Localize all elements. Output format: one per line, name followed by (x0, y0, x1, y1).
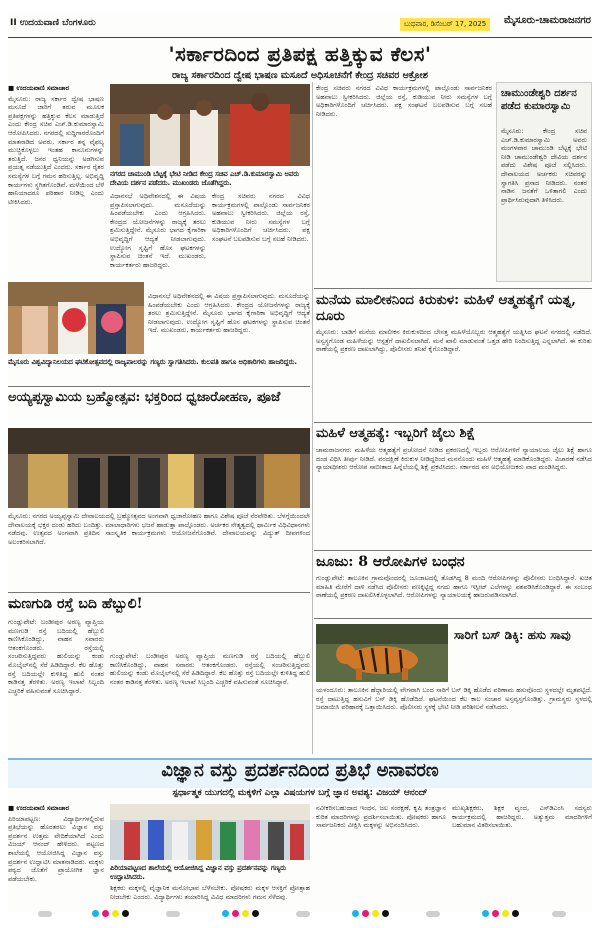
story4-text: ಚಾಮರಾಜನಗರ: ಮಹಿಳೆಯ ಆತ್ಮಹತ್ಯೆಗೆ ಪ್ರಚೋದನೆ ನೀಡಿದ ಪ್ರಕರಣದಲ್ಲಿ ಇಬ್ಬರು ಆರೋಪಿಗಳಿಗೆ ನ್ಯಾಯಾಲಯ ಜೈಲು ಶಿಕ್ಷೆ ಹಾಗೂ ದಂಡ ವಿಧಿಸಿ ತೀರ್ಪು ನೀಡಿದೆ. ವರದಕ್ಷಿಣೆ ಕಿರುಕುಳ ನೀಡಿದ್ದರಿಂದ ಮನನೊಂದು ಮಹಿಳೆ ಆತ್ಮಹತ್ಯೆ ಮಾಡಿಕೊಂಡಿದ್ದರು. ವಿಚಾರಣೆ ನಡೆಸಿದ ನ್ಯಾಯಾಧೀಶರು ಆರೋಪ ಸಾಬೀತಾದ ಹಿನ್ನೆಲೆಯಲ್ಲಿ ಶಿಕ್ಷೆ ಪ್ರಕಟಿಸಿದರು. ಸರ್ಕಾರದ ಪರ ಅಭಿಯೋಜಕರು ವಾದ ಮಂಡಿಸಿದ್ದರು. (316, 446, 592, 472)
bottom-headline: ವಿಜ್ಞಾನ ವಸ್ತು ಪ್ರದರ್ಶನದಿಂದ ಪ್ರತಿಭೆ ಅನಾವರಣ (161, 760, 439, 781)
story6-text-block-2 (110, 652, 310, 752)
magenta-dot (492, 910, 499, 917)
story2-photo (8, 282, 144, 354)
story6-text-2: ಗುಂಡ್ಲುಪೇಟೆ: ಬಂಡೀಪುರ ಅರಣ್ಯ ವ್ಯಾಪ್ತಿಯ ಮಣಗುಡಿ ರಸ್ತೆ ಬದಿಯಲ್ಲಿ ಹೆಬ್ಬುಲಿ ಕಾಣಿಸಿಕೊಂಡಿದ್ದು, ವಾಹನ ಸವಾರರು ಆತಂಕಗೊಂಡರು. ರಸ್ತೆಯಲ್ಲಿ ಸಂಚರಿಸುತ್ತಿದ್ದವರು ಹುಲಿಯನ್ನು ಕಂಡು ಮೊಬೈಲ್‌ನಲ್ಲಿ ಸೆರೆ ಹಿಡಿದಿದ್ದಾರೆ. ಕೆಲ ಹೊತ್ತು ರಸ್ತೆ ಬದಿಯಲ್ಲೇ ಕುಳಿತಿದ್ದ ಹುಲಿ ನಂತರ ಕಾಡಿನತ್ತ ತೆರಳಿತು. ಅರಣ್ಯ ಇಲಾಖೆ ಸಿಬ್ಬಂದಿ ಎಚ್ಚರಿಕೆ ವಹಿಸುವಂತೆ ಸೂಚಿಸಿದ್ದಾರೆ. (110, 652, 310, 686)
yellow-dot (242, 910, 249, 917)
story3-photo (8, 428, 310, 508)
divider (314, 618, 592, 619)
story6-text-block (8, 618, 104, 752)
bottom-col3-text: ನವೀಕರಿಸಬಹುದಾದ ಇಂಧನ, ಜಲ ಸಂರಕ್ಷಣೆ, ಕೃಷಿ ತಂತ್ರಜ್ಞಾನ ಕುರಿತ ಮಾದರಿಗಳನ್ನು ಪ್ರದರ್ಶಿಸಲಾಯಿತು. ಪೋಷಕರು ಹಾಗೂ ಸಾರ್ವಜನಿಕರು ವೀಕ್ಷಿಸಿ ಮಕ್ಕಳನ್ನು ಅಭಿನಂದಿಸಿದರು. (316, 804, 446, 830)
bottom-photo-image (110, 804, 310, 860)
bottom-col1-text: ಪಿರಿಯಾಪಟ್ಟಣ: ವಿದ್ಯಾರ್ಥಿಗಳಲ್ಲಿರುವ ಪ್ರತಿಭೆಯನ್ನು ಹೊರತರಲು ವಿಜ್ಞಾನ ವಸ್ತು ಪ್ರದರ್ಶನ ಉತ್ತಮ ವೇದಿಕೆಯಾಗಿದೆ ಎಂದು ವಿಜಯ್ ಆನಂದ್ ಹೇಳಿದರು. ಪಟ್ಟಣದ ಶಾಲೆಯಲ್ಲಿ ಆಯೋಜಿಸಿದ್ದ ವಿಜ್ಞಾನ ವಸ್ತು ಪ್ರದರ್ಶನ ಉದ್ಘಾಟಿಸಿ ಮಾತನಾಡಿದರು. ಮಕ್ಕಳು ಪಠ್ಯದ ಜೊತೆಗೆ ಪ್ರಾಯೋಗಿಕ ಜ್ಞಾನ ಪಡೆಯಬೇಕು. (8, 814, 104, 883)
newspaper-page (8, 12, 592, 912)
divider (8, 386, 310, 387)
lead-byline: ■ ಉದಯವಾಣಿ ಸಮಾಚಾರ (8, 84, 70, 92)
yellow-dot (372, 910, 379, 917)
column-divider (312, 82, 313, 754)
story4-headline: ಮಹಿಳೆ ಆತ್ಮಹತ್ಯೆ: ಇಬ್ಬರಿಗೆ ಜೈಲು ಶಿಕ್ಷೆ (316, 426, 476, 441)
lead-column-4 (316, 84, 492, 286)
black-dot (122, 910, 129, 917)
story6-text: ಗುಂಡ್ಲುಪೇಟೆ: ಬಂಡೀಪುರ ಅರಣ್ಯ ವ್ಯಾಪ್ತಿಯ ಮಣಗುಡಿ ರಸ್ತೆ ಬದಿಯಲ್ಲಿ ಹೆಬ್ಬುಲಿ ಕಾಣಿಸಿಕೊಂಡಿದ್ದು, ವಾಹನ ಸವಾರರು ಆತಂಕಗೊಂಡರು. ರಸ್ತೆಯಲ್ಲಿ ಸಂಚರಿಸುತ್ತಿದ್ದವರು ಹುಲಿಯನ್ನು ಕಂಡು ಮೊಬೈಲ್‌ನಲ್ಲಿ ಸೆರೆ ಹಿಡಿದಿದ್ದಾರೆ. ಕೆಲ ಹೊತ್ತು ರಸ್ತೆ ಬದಿಯಲ್ಲೇ ಕುಳಿತಿದ್ದ ಹುಲಿ ನಂತರ ಕಾಡಿನತ್ತ ತೆರಳಿತು. ಅರಣ್ಯ ಇಲಾಖೆ ಸಿಬ್ಬಂದಿ ಎಚ್ಚರಿಕೆ ವಹಿಸುವಂತೆ ಸೂಚಿಸಿದ್ದಾರೆ. (8, 618, 104, 695)
cyan-dot (92, 910, 99, 917)
lead-continuation (148, 292, 310, 354)
divider (314, 422, 592, 423)
tiger-photo (316, 624, 448, 682)
black-dot (512, 910, 519, 917)
registration-pill (426, 911, 440, 917)
story7-headline: ಸಾರಿಗೆ ಬಸ್ ಡಿಕ್ಕಿ: ಹಸು ಸಾವು (454, 628, 571, 642)
lead-col4-text: ಕೇಂದ್ರ ಸಚಿವರು ನಗರದ ವಿವಿಧ ಕಾರ್ಯಕ್ರಮಗಳಲ್ಲಿ ಪಾಲ್ಗೊಂಡು ಸಾರ್ವಜನಿಕರ ಅಹವಾಲು ಸ್ವೀಕರಿಸಿದರು. ಜಿಲ್ಲೆಯ ರಸ್ತೆ, ಕುಡಿಯುವ ನೀರು ಸಮಸ್ಯೆಗಳ ಬಗ್ಗೆ ಅಧಿಕಾರಿಗಳೊಂದಿಗೆ ಚರ್ಚಿಸಿದರು. ಪಕ್ಷ ಸಂಘಟನೆ ಬಲಪಡಿಸುವ ಬಗ್ಗೆ ಸಲಹೆ ನೀಡಿದರು. (316, 84, 492, 118)
bottom-col4-text: ಮುಖ್ಯಶಿಕ್ಷಕರು, ಶಿಕ್ಷಕ ವೃಂದ, ಎಸ್‌ಡಿಎಂಸಿ ಸದಸ್ಯರು ಕಾರ್ಯಕ್ರಮದಲ್ಲಿ ಹಾಜರಿದ್ದರು. ಅತ್ಯುತ್ತಮ ಮಾದರಿಗಳಿಗೆ ಬಹುಮಾನ ವಿತರಿಸಲಾಯಿತು. (452, 804, 592, 830)
bottom-column-3 (316, 804, 446, 912)
sidebar-text-block (501, 127, 587, 277)
story2-headline: ಮನೆಯ ಮಾಲೀಕನಿಂದ ಕಿರುಕುಳ: ಮಹಿಳೆ ಆತ್ಮಹತ್ಯೆಗೆ ಯತ್ನ, ದೂರು (316, 292, 576, 324)
story3-photo-image (8, 428, 310, 508)
story5-text: ಗುಂಡ್ಲುಪೇಟೆ: ತಾಲೂಕಿನ ಗ್ರಾಮವೊಂದರಲ್ಲಿ ಜೂಜಾಟದಲ್ಲಿ ತೊಡಗಿದ್ದ 8 ಮಂದಿ ಆರೋಪಿಗಳನ್ನು ಪೊಲೀಸರು ಬಂಧಿಸಿದ್ದಾರೆ. ಖಚಿತ ಮಾಹಿತಿ ಮೇರೆಗೆ ದಾಳಿ ನಡೆಸಿದ ಪೊಲೀಸರು ಪಣಕ್ಕಿಟ್ಟಿದ್ದ ನಗದು ಹಾಗೂ ಇಸ್ಪೀಟ್ ಎಲೆಗಳನ್ನು ವಶಪಡಿಸಿಕೊಂಡಿದ್ದಾರೆ. ಈ ಸಂಬಂಧ ಠಾಣೆಯಲ್ಲಿ ಪ್ರಕರಣ ದಾಖಲಿಸಿಕೊಳ್ಳಲಾಗಿದೆ. ಆರೋಪಿಗಳನ್ನು ನ್ಯಾಯಾಲಯಕ್ಕೆ ಹಾಜರುಪಡಿಸಲಾಗಿದೆ. (316, 574, 592, 600)
divider (314, 550, 592, 551)
story2-photo-caption: ಮೈಸೂರು ವಿಶ್ವವಿದ್ಯಾನಿಲಯದ ಘಟಿಕೋತ್ಸವದಲ್ಲಿ ರಾಜ್ಯಪಾಲರನ್ನು ಗಣ್ಯರು ಸ್ವಾಗತಿಸಿದರು. ಕುಲಪತಿ ಹಾಗೂ ಅಧಿಕಾರಿಗಳು ಹಾಜರಿದ್ದರು. (8, 358, 297, 366)
print-registration-marks (0, 906, 600, 922)
story3-text-block (8, 512, 310, 586)
story4-text-block (316, 446, 592, 548)
lead-col3-text: ಕೇಂದ್ರ ಸಚಿವರು ನಗರದ ವಿವಿಧ ಕಾರ್ಯಕ್ರಮಗಳಲ್ಲಿ ಪಾಲ್ಗೊಂಡು ಸಾರ್ವಜನಿಕರ ಅಹವಾಲು ಸ್ವೀಕರಿಸಿದರು. ಜಿಲ್ಲೆಯ ರಸ್ತೆ, ಕುಡಿಯುವ ನೀರು ಸಮಸ್ಯೆಗಳ ಬಗ್ಗೆ ಅಧಿಕಾರಿಗಳೊಂದಿಗೆ ಚರ್ಚಿಸಿದರು. ಪಕ್ಷ ಸಂಘಟನೆ ಬಲಪಡಿಸುವ ಬಗ್ಗೆ ಸಲಹೆ ನೀಡಿದರು. (212, 192, 310, 243)
black-dot (252, 910, 259, 917)
story5-text-block (316, 574, 592, 614)
story2-text: ಮೈಸೂರು: ಬಾಡಿಗೆ ಮನೆಯ ಮಾಲೀಕನ ಕಿರುಕುಳದಿಂದ ಬೇಸತ್ತ ಮಹಿಳೆಯೊಬ್ಬರು ಆತ್ಮಹತ್ಯೆಗೆ ಯತ್ನಿಸಿದ ಘಟನೆ ನಗರದಲ್ಲಿ ನಡೆದಿದೆ. ಅಸ್ವಸ್ಥಗೊಂಡ ಮಹಿಳೆಯನ್ನು ಆಸ್ಪತ್ರೆಗೆ ದಾಖಲಿಸಲಾಗಿದೆ. ಮನೆ ಖಾಲಿ ಮಾಡುವಂತೆ ಒತ್ತಡ ಹೇರಿ ನಿಂದಿಸುತ್ತಿದ್ದ ಎನ್ನಲಾಗಿದೆ. ಈ ಕುರಿತು ಠಾಣೆಯಲ್ಲಿ ಪ್ರಕರಣ ದಾಖಲಾಗಿದ್ದು, ಪೊಲೀಸರು ತನಿಖೆ ಕೈಗೊಂಡಿದ್ದಾರೆ. (316, 328, 592, 354)
bottom-photo (110, 804, 310, 860)
bottom-byline: ■ ಉದಯವಾಣಿ ಸಮಾಚಾರ (8, 804, 70, 812)
sidebar-text: ಮೈಸೂರು: ಕೇಂದ್ರ ಸಚಿವ ಎಚ್.ಡಿ.ಕುಮಾರಸ್ವಾಮಿ ಅವರು ಮಂಗಳವಾರ ಚಾಮುಂಡಿ ಬೆಟ್ಟಕ್ಕೆ ಭೇಟಿ ನೀಡಿ ಚಾಮುಂಡೇಶ್ವರಿ ದೇವಿಯ ದರ್ಶನ ಪಡೆದು ವಿಶೇಷ ಪೂಜೆ ಸಲ್ಲಿಸಿದರು. ದೇವಾಲಯದ ಅರ್ಚಕರು ಸಚಿವರನ್ನು ಸ್ವಾಗತಿಸಿ ಪ್ರಸಾದ ನೀಡಿದರು. ನಂತರ ನಾಡಿನ ಜನತೆಗೆ ಒಳಿತಾಗಲಿ ಎಂದು ಪ್ರಾರ್ಥಿಸಿರುವುದಾಗಿ ತಿಳಿಸಿದರು. (501, 127, 587, 204)
magenta-dot (362, 910, 369, 917)
story2-text-block (316, 328, 592, 418)
region-title: ಮೈಸೂರು-ಚಾಮರಾಜನಗರ (504, 15, 591, 26)
cyan-dot (482, 910, 489, 917)
page-label: II ಉದಯವಾಣಿ ಬೆಂಗಳೂರು (10, 18, 96, 28)
lead-col2-text: ವಿಧಾನಸಭೆ ಅಧಿವೇಶನದಲ್ಲಿ ಈ ವಿಷಯ ಪ್ರಸ್ತಾಪಿಸಲಾಗುವುದು. ಮಸೂದೆಯನ್ನು ಹಿಂಪಡೆಯಬೇಕು ಎಂದು ಆಗ್ರಹಿಸಿದರು. ಕೇಂದ್ರದ ಯೋಜನೆಗಳನ್ನು ರಾಜ್ಯಕ್ಕೆ ತರಲು ಶ್ರಮಿಸುತ್ತಿದ್ದೇನೆ. ಮೈಸೂರು ಭಾಗದ ಕೈಗಾರಿಕಾ ಅಭಿವೃದ್ಧಿಗೆ ಆದ್ಯತೆ ನೀಡಲಾಗುವುದು. ಉದ್ಯೋಗ ಸೃಷ್ಟಿಗೆ ಹೊಸ ಘಟಕಗಳನ್ನು ಸ್ಥಾಪಿಸುವ ಚಿಂತನೆ ಇದೆ. ಮುಖಂಡರು, ಕಾರ್ಯಕರ್ತರು ಹಾಜರಿದ್ದರು. (110, 192, 206, 269)
story3-text: ಮೈಸೂರು: ನಗರದ ಅಯ್ಯಪ್ಪಸ್ವಾಮಿ ದೇವಾಲಯದಲ್ಲಿ ಬ್ರಹ್ಮೋತ್ಸವದ ಅಂಗವಾಗಿ ಧ್ವಜಾರೋಹಣ ಹಾಗೂ ವಿಶೇಷ ಪೂಜೆ ನೆರವೇರಿತು. ಬೆಳಗ್ಗೆಯಿಂದಲೇ ದೇವಾಲಯಕ್ಕೆ ಭಕ್ತರ ದಂಡು ಹರಿದು ಬಂದಿತ್ತು. ಮಾಲಾಧಾರಿಗಳು ಭಜನೆ ಹಾಡುತ್ತಾ ಪಾಲ್ಗೊಂಡರು. ಅರ್ಚಕರ ನೇತೃತ್ವದಲ್ಲಿ ಧಾರ್ಮಿಕ ವಿಧಿವಿಧಾನಗಳು ನಡೆದವು. ಉತ್ಸವದ ಅಂಗವಾಗಿ ಪ್ರತಿದಿನ ಸಾಂಸ್ಕೃತಿಕ ಕಾರ್ಯಕ್ರಮಗಳು ಆಯೋಜನೆಗೊಂಡಿವೆ. ದೇವಾಲಯವನ್ನು ವಿದ್ಯುತ್ ದೀಪಗಳಿಂದ ಅಲಂಕರಿಸಲಾಗಿದೆ. (8, 512, 310, 546)
bottom-subhead: ಸ್ಪರ್ಧಾತ್ಮಕ ಯುಗದಲ್ಲಿ ಮಕ್ಕಳಿಗೆ ಎಲ್ಲಾ ವಿಷಯಗಳ ಬಗ್ಗೆ ಜ್ಞಾನ ಅವಶ್ಯ: ವಿಜಯ್ ಆನಂದ್ (172, 788, 428, 798)
story2-photo-image (8, 282, 144, 354)
divider (8, 592, 310, 593)
lead-subhead: ರಾಜ್ಯ ಸರ್ಕಾರದಿಂದ ದ್ವೇಷ ಭಾಷಣ ಮಸೂದೆ ಅಧಿಸೂಚನೆಗೆ ಕೇಂದ್ರ ಸಚಿವರ ಆಕ್ರೋಶ (172, 70, 428, 81)
cyan-dot (222, 910, 229, 917)
bottom-photo-caption: ಪಿರಿಯಾಪಟ್ಟಣದ ಶಾಲೆಯಲ್ಲಿ ಆಯೋಜಿಸಿದ್ದ ವಿಜ್ಞಾನ ವಸ್ತು ಪ್ರದರ್ಶನವನ್ನು ಗಣ್ಯರು ಉದ್ಘಾಟಿಸಿದರು. (110, 864, 287, 881)
sidebar-title: ಚಾಮುಂಡೇಶ್ವರಿ ದರ್ಶನ ಪಡೆದ ಕುಮಾರಸ್ವಾಮಿ (501, 88, 577, 112)
issue-date: ಬುಧವಾರ, ಡಿಸೆಂಬರ್ 17, 2025 (400, 18, 490, 31)
lead-photo (110, 84, 310, 166)
registration-pill (296, 911, 310, 917)
lead-col1-text: ಮೈಸೂರು: ರಾಜ್ಯ ಸರ್ಕಾರ ದ್ವೇಷ ಭಾಷಣ ಮಸೂದೆ ಜಾರಿಗೆ ತರುವ ಮೂಲಕ ಪ್ರತಿಪಕ್ಷಗಳನ್ನು ಹತ್ತಿಕ್ಕುವ ಕೆಲಸ ಮಾಡುತ್ತಿದೆ ಎಂದು ಕೇಂದ್ರ ಸಚಿವ ಎಚ್.ಡಿ.ಕುಮಾರಸ್ವಾಮಿ ಆರೋಪಿಸಿದರು. ನಗರದಲ್ಲಿ ಸುದ್ದಿಗಾರರೊಂದಿಗೆ ಮಾತನಾಡಿದ ಅವರು, ಸರ್ಕಾರ ತನ್ನ ವೈಫಲ್ಯ ಮುಚ್ಚಿಕೊಳ್ಳಲು ಇಂತಹ ಕಾನೂನುಗಳನ್ನು ತರುತ್ತಿದೆ. ಜನರ ಧ್ವನಿಯನ್ನು ಅಡಗಿಸುವ ಪ್ರಯತ್ನ ನಡೆಯುತ್ತಿದೆ ಎಂದರು. ಸರ್ಕಾರ ರೈತರ ಸಮಸ್ಯೆಗಳ ಬಗ್ಗೆ ಗಮನ ಹರಿಸುತ್ತಿಲ್ಲ. ಅಭಿವೃದ್ಧಿ ಕಾರ್ಯಗಳು ಸ್ಥಗಿತಗೊಂಡಿವೆ. ಮಳೆಯಿಂದ ಬೆಳೆ ಹಾನಿಯಾದರೂ ಪರಿಹಾರ ನೀಡಿಲ್ಲ ಎಂದು ಟೀಕಿಸಿದರು. (8, 94, 104, 206)
registration-pill (166, 911, 180, 917)
black-dot (382, 910, 389, 917)
lead-headline: 'ಸರ್ಕಾರದಿಂದ ಪ್ರತಿಪಕ್ಷ ಹತ್ತಿಕ್ಕುವ ಕೆಲಸ' (168, 42, 432, 66)
story3-headline: ಅಯ್ಯಪ್ಪಸ್ವಾಮಿಯ ಬ್ರಹ್ಮೋತ್ಸವ: ಭಕ್ತರಿಂದ ಧ್ವಜಾರೋಹಣ, ಪೂಜೆ (8, 390, 281, 405)
lead-photo-image (110, 84, 310, 166)
masthead (8, 12, 592, 38)
lead-photo-caption: ನಗರದ ಚಾಮುಂಡಿ ಬೆಟ್ಟಕ್ಕೆ ಭೇಟಿ ನೀಡಿದ ಕೇಂದ್ರ ಸಚಿವ ಎಚ್.ಡಿ.ಕುಮಾರಸ್ವಾಮಿ ಅವರು ದೇವಿಯ ದರ್ಶನ ಪಡೆದರು. ಮುಖಂಡರು ಜೊತೆಗಿದ್ದರು. (110, 170, 300, 187)
bottom-column-4 (452, 804, 592, 912)
registration-pill (38, 911, 52, 917)
sidebar-box (496, 82, 592, 282)
cyan-dot (352, 910, 359, 917)
yellow-dot (112, 910, 119, 917)
story7-text: ಯಳಂದೂರು: ತಾಲೂಕಿನ ಹೆದ್ದಾರಿಯಲ್ಲಿ ವೇಗವಾಗಿ ಬಂದ ಸಾರಿಗೆ ಬಸ್ ಡಿಕ್ಕಿ ಹೊಡೆದ ಪರಿಣಾಮ ಹಸುವೊಂದು ಸ್ಥಳದಲ್ಲೇ ಮೃತಪಟ್ಟಿದೆ. ರಸ್ತೆ ದಾಟುತ್ತಿದ್ದ ಹಸುವಿಗೆ ಬಸ್ ಡಿಕ್ಕಿ ಹೊಡೆದಿದೆ. ಘಟನೆಯಿಂದ ಕೆಲ ಕಾಲ ಸಂಚಾರ ಅಸ್ತವ್ಯಸ್ತಗೊಂಡಿತ್ತು. ಗ್ರಾಮಸ್ಥರು ಸ್ಥಳದಲ್ಲಿ ಜಮಾಯಿಸಿ ಪರಿಹಾರಕ್ಕೆ ಒತ್ತಾಯಿಸಿದರು. ಪೊಲೀಸರು ಸ್ಥಳಕ್ಕೆ ಭೇಟಿ ನೀಡಿ ಪರಿಶೀಲನೆ ನಡೆಸಿದರು. (316, 686, 592, 712)
lead-continuation-text: ವಿಧಾನಸಭೆ ಅಧಿವೇಶನದಲ್ಲಿ ಈ ವಿಷಯ ಪ್ರಸ್ತಾಪಿಸಲಾಗುವುದು. ಮಸೂದೆಯನ್ನು ಹಿಂಪಡೆಯಬೇಕು ಎಂದು ಆಗ್ರಹಿಸಿದರು. ಕೇಂದ್ರದ ಯೋಜನೆಗಳನ್ನು ರಾಜ್ಯಕ್ಕೆ ತರಲು ಶ್ರಮಿಸುತ್ತಿದ್ದೇನೆ. ಮೈಸೂರು ಭಾಗದ ಕೈಗಾರಿಕಾ ಅಭಿವೃದ್ಧಿಗೆ ಆದ್ಯತೆ ನೀಡಲಾಗುವುದು. ಉದ್ಯೋಗ ಸೃಷ್ಟಿಗೆ ಹೊಸ ಘಟಕಗಳನ್ನು ಸ್ಥಾಪಿಸುವ ಚಿಂತನೆ ಇದೆ. ಮುಖಂಡರು, ಕಾರ್ಯಕರ್ತರು ಹಾಜರಿದ್ದರು. (148, 292, 310, 335)
divider (314, 288, 592, 289)
bottom-column-1 (8, 804, 104, 912)
bottom-col2-text: ಶಿಕ್ಷಕರು ಮಕ್ಕಳಲ್ಲಿ ವೈಜ್ಞಾನಿಕ ಮನೋಭಾವ ಬೆಳೆಸಬೇಕು. ಪೋಷಕರು ಮಕ್ಕಳ ಆಸಕ್ತಿಗೆ ಪ್ರೋತ್ಸಾಹ ನೀಡಬೇಕು ಎಂದರು. ವಿದ್ಯಾರ್ಥಿಗಳು ತಯಾರಿಸಿದ್ದ ವಿವಿಧ ಮಾದರಿಗಳು ಗಮನ ಸೆಳೆದವು. (110, 884, 310, 901)
yellow-dot (502, 910, 509, 917)
story7-text-block (316, 686, 592, 752)
magenta-dot (232, 910, 239, 917)
registration-pill (552, 911, 566, 917)
magenta-dot (102, 910, 109, 917)
story5-headline: ಜೂಜು: 8 ಆರೋಪಿಗಳ ಬಂಧನ (316, 554, 465, 570)
tiger-photo-image (316, 624, 448, 682)
story6-headline: ಮಣಗುಡಿ ರಸ್ತೆ ಬದಿ ಹೆಬ್ಬುಲಿ! (8, 596, 143, 612)
